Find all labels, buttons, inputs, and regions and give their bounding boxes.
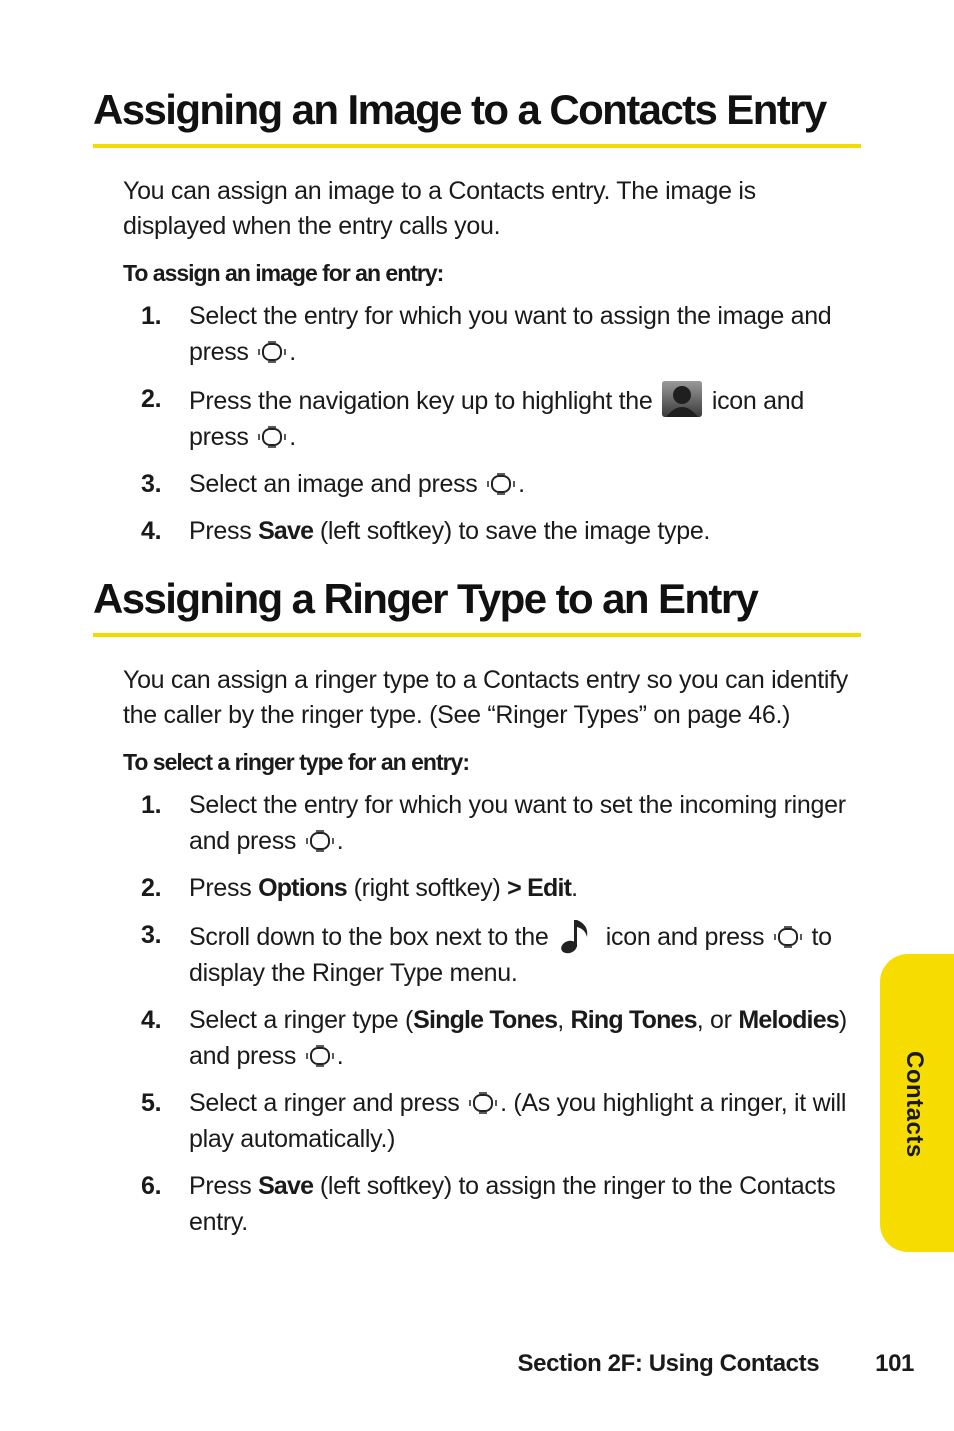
list-item: 4. Press Save (left softkey) to save the image type. xyxy=(141,517,711,546)
list-item: 1. Select the entry for which you want to assign the image and press . xyxy=(141,302,832,367)
menu-ok-key-icon xyxy=(305,1045,335,1067)
section-assign-ringer xyxy=(93,575,861,1251)
subhead-assign-image: To assign an image for an entry: xyxy=(123,260,444,287)
menu-ok-key-icon xyxy=(773,926,803,948)
menu-ok-key-icon xyxy=(305,830,335,852)
list-item: 6. Press Save (left softkey) to assign the ringer to the Contacts entry. xyxy=(141,1172,836,1237)
list-item: 3. Scroll down to the box next to the icon and press to display the Ringer Type menu. xyxy=(93,917,861,991)
section-title-assign-image: Assigning an Image to a Contacts Entry xyxy=(93,86,861,148)
menu-ok-key-icon xyxy=(486,473,516,495)
person-silhouette-icon xyxy=(662,381,702,417)
intro-assign-ringer: You can assign a ringer type to a Contacts entry so you can identify the caller by the ringer type. (See “Ringer Types” on page 46.) xyxy=(123,666,848,730)
section-title-assign-ringer: Assigning a Ringer Type to an Entry xyxy=(93,575,861,637)
list-item: 3. Select an image and press . xyxy=(141,470,525,499)
menu-ok-key-icon xyxy=(257,426,287,448)
section-assign-image xyxy=(93,86,861,560)
list-item: 5. Select a ringer and press . (As you highlight a ringer, it will play automatically.) xyxy=(141,1089,847,1154)
list-item: 2. Press Options (right softkey) > Edit. xyxy=(141,874,578,903)
page-footer xyxy=(518,1350,914,1378)
chapter-tab-label: Contacts xyxy=(901,1050,928,1158)
steps-assign-image xyxy=(93,298,861,549)
steps-assign-ringer xyxy=(93,787,861,1240)
subhead-assign-ringer: To select a ringer type for an entry: xyxy=(123,749,470,776)
list-item: 4. Select a ringer type (Single Tones, Ring Tones, or Melodies) and press . xyxy=(141,1006,847,1071)
list-item: 1. Select the entry for which you want to set the incoming ringer and press . xyxy=(141,791,846,856)
menu-ok-key-icon xyxy=(468,1092,498,1114)
intro-assign-image: You can assign an image to a Contacts entry. The image is displayed when the entry calls you. xyxy=(123,177,756,241)
list-item: 2. Press the navigation key up to highlight the icon and press . xyxy=(93,381,861,455)
footer-section: Section 2F: Using Contacts xyxy=(517,1350,820,1377)
page-number: 101 xyxy=(875,1350,914,1377)
menu-ok-key-icon xyxy=(257,341,287,363)
music-note-icon xyxy=(559,917,595,955)
